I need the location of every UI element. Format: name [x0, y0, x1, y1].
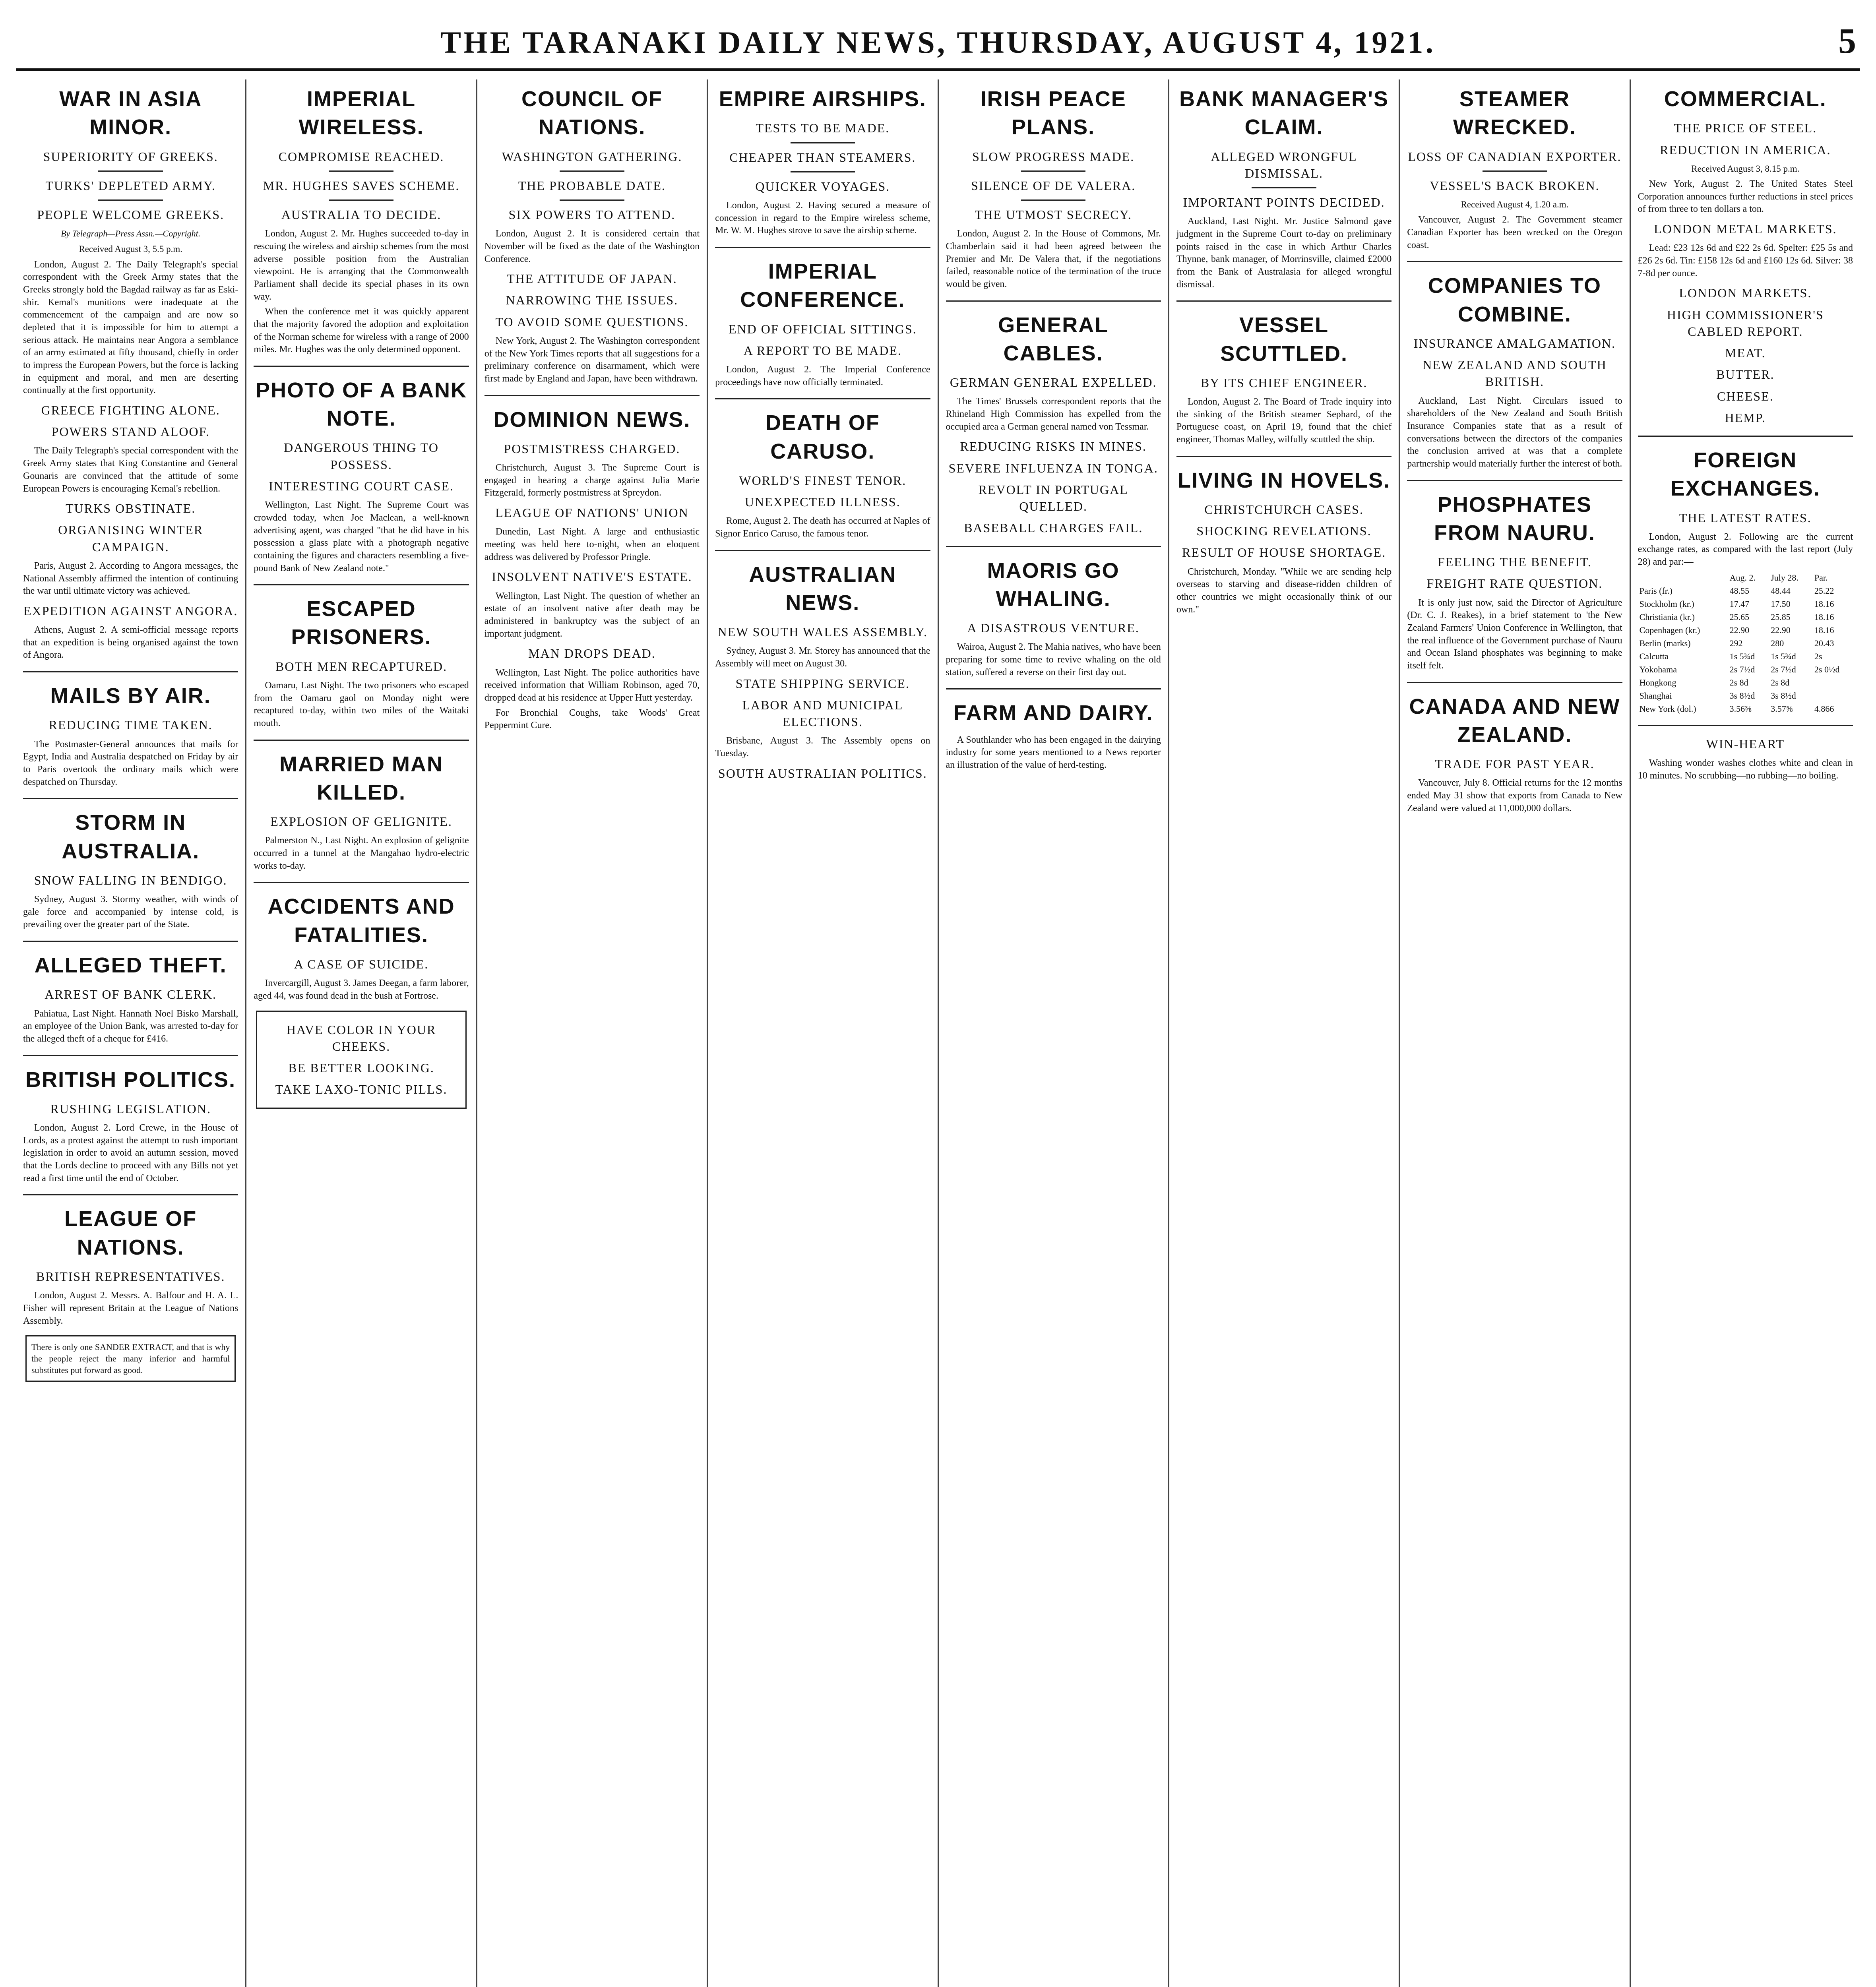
article-text: Vancouver, July 8. Official returns for the 12 months ended May 31 show that exports from Canada to New Zealand were valued at 11,000,000 dollars.: [1407, 778, 1622, 813]
article-separator: [254, 366, 469, 367]
subhead: THE PRICE OF STEEL.: [1674, 121, 1817, 136]
subhead: HIGH COMMISSIONER'S CABLED REPORT.: [1667, 307, 1824, 339]
article-separator: [715, 247, 930, 248]
subhead: INSURANCE AMALGAMATION.: [1413, 336, 1616, 351]
table-cell: 2s 7½d: [1771, 664, 1796, 674]
headline: STEAMER WRECKED.: [1453, 87, 1576, 139]
table-cell: 18.16: [1814, 612, 1834, 622]
article-text: London, August 2. Following are the current exchange rates, as compared with the last report (July 28) and par:—: [1638, 531, 1853, 567]
subhead: SNOW FALLING IN BENDIGO.: [34, 873, 227, 887]
article-text: Rome, August 2. The death has occurred at Naples of Signor Enrico Caruso, the famous tenor.: [715, 516, 930, 539]
subhead: A REPORT TO BE MADE.: [743, 343, 902, 358]
subhead: RUSHING LEGISLATION.: [50, 1101, 211, 1116]
subhead: SHOCKING REVELATIONS.: [1196, 524, 1372, 538]
subhead: EXPLOSION OF GELIGNITE.: [270, 814, 452, 829]
divider: [560, 170, 624, 172]
article-text: London, August 2. The Daily Telegraph's special correspondent with the Greek Army states that the Greeks strongly hold the Bagdad railway as far as Eski-shir. Kemal's munitions were inadequate at the commencement of the campaign and are now so depleted that it is impossible for him to attempt a serious attack. He maintains near Angora a semblance of an army estimated at fifty thousand, chiefly in order to impress the European Powers, but the force is lacking in equipment and moral, and men are deserting continually at the first opportunity.: [23, 259, 238, 396]
subhead: TESTS TO BE MADE.: [756, 121, 890, 136]
table-cell: 25.85: [1771, 612, 1791, 622]
article-text: Washing wonder washes clothes white and clean in 10 minutes. No scrubbing—no rubbing—no boiling.: [1638, 758, 1853, 781]
table-row: [1638, 663, 1853, 676]
headline: EMPIRE AIRSHIPS.: [719, 87, 926, 111]
article-text: Wellington, Last Night. The question of whether an estate of an insolvent native after death may be administered in bankruptcy was the subject of an important judgment.: [484, 591, 700, 639]
table-header-cell: Par.: [1814, 572, 1828, 583]
subhead: LOSS OF CANADIAN EXPORTER.: [1408, 149, 1622, 164]
table-row: [1638, 610, 1853, 624]
table-row: [1638, 637, 1853, 650]
table-cell: Berlin (marks): [1639, 638, 1691, 648]
table-header-row: [1638, 571, 1853, 584]
divider: [329, 199, 393, 201]
article-text: London, August 2. Messrs. A. Balfour and H. A. L. Fisher will represent Britain at the League of Nations Assembly.: [23, 1290, 238, 1326]
article-text: When the conference met it was quickly apparent that the majority favored the adoption and exploitation of the Norman scheme for wireless with a range of 2000 miles. Mr. Hughes was the only determined opponent.: [254, 306, 469, 355]
headline: IMPERIAL CONFERENCE.: [740, 259, 905, 312]
headline: FOREIGN EXCHANGES.: [1670, 448, 1820, 501]
article-separator: [485, 395, 700, 396]
headline: MAORIS GO WHALING.: [987, 558, 1120, 611]
table-cell: 18.16: [1814, 625, 1834, 635]
subhead: UNEXPECTED ILLNESS.: [744, 495, 901, 509]
table-row: [1638, 689, 1853, 702]
headline: IRISH PEACE PLANS.: [980, 87, 1126, 139]
headline: COMMERCIAL.: [1664, 87, 1827, 111]
subhead: FREIGHT RATE QUESTION.: [1426, 576, 1603, 591]
byline: By Telegraph—Press Assn.—Copyright.: [61, 229, 201, 239]
table-cell: 3s 8½d: [1771, 691, 1796, 701]
column-1: [16, 79, 246, 1987]
article-separator: [1176, 456, 1391, 457]
subhead: DANGEROUS THING TO POSSESS.: [284, 440, 439, 472]
article-text: The Times' Brussels correspondent reports that the Rhineland High Commission has expelled from the occupied area a German general named von Tessmar.: [946, 396, 1161, 432]
divider: [1483, 170, 1547, 172]
article-text: Auckland, Last Night. Circulars issued to shareholders of the New Zealand and South British Insurance Companies state that as a result of conversations between the directors of the companies the conclusion arrived at was that a complete partnership would materially further the interest of both.: [1407, 395, 1622, 469]
article-text: A Southlander who has been engaged in the dairying industry for some years mentioned to a News reporter an illustration of the value of herd-testing.: [946, 734, 1161, 770]
article-text: Lead: £23 12s 6d and £22 2s 6d. Spelter: £25 5s and £26 2s 6d. Tin: £158 12s 6d and £160 12s 6d. Silver: 38 7-8d per ounce.: [1638, 243, 1853, 279]
subhead: IMPORTANT POINTS DECIDED.: [1183, 195, 1385, 209]
table-cell: 292: [1729, 638, 1743, 648]
column-6: [1169, 79, 1400, 1987]
divider: [329, 170, 393, 172]
article-separator: [946, 546, 1161, 547]
subhead: LABOR AND MUNICIPAL ELECTIONS.: [742, 698, 903, 729]
article-text: Palmerston N., Last Night. An explosion of gelignite occurred in a tunnel at the Mangahao hydro-electric works to-day.: [254, 835, 469, 871]
article-text: The Postmaster-General announces that mails for Egypt, India and Australia despatched on Friday by air to Paris overtook the ordinary mails which were despatched on Thursday.: [23, 739, 238, 787]
article-separator: [23, 1194, 238, 1195]
table-cell: 48.44: [1771, 585, 1791, 596]
table-cell: [1813, 689, 1853, 702]
column-7: [1400, 79, 1630, 1987]
table-cell: 20.43: [1814, 638, 1834, 648]
headline: WAR IN ASIA MINOR.: [59, 87, 202, 139]
subhead: SEVERE INFLUENZA IN TONGA.: [948, 461, 1158, 475]
subhead: POSTMISTRESS CHARGED.: [504, 441, 680, 456]
subhead: THE UTMOST SECRECY.: [975, 207, 1132, 222]
subhead: MEAT.: [1725, 346, 1766, 360]
subhead: CHEESE.: [1717, 389, 1774, 403]
headline: PHOSPHATES FROM NAURU.: [1434, 492, 1595, 545]
divider: [1021, 170, 1085, 172]
subhead: TO AVOID SOME QUESTIONS.: [495, 314, 689, 329]
subhead: REVOLT IN PORTUGAL QUELLED.: [978, 482, 1128, 514]
article-text: Dunedin, Last Night. A large and enthusiastic meeting was held here to-night, when an eloquent address was delivered by Professor Pringle.: [484, 527, 700, 562]
table-cell: Calcutta: [1639, 651, 1669, 661]
subhead: BOTH MEN RECAPTURED.: [275, 659, 448, 674]
article-separator: [254, 740, 469, 741]
subhead: PEOPLE WELCOME GREEKS.: [37, 207, 225, 222]
article-separator: [946, 688, 1161, 689]
subhead: TURKS OBSTINATE.: [66, 501, 196, 516]
subhead: GERMAN GENERAL EXPELLED.: [950, 375, 1157, 390]
article-text: Christchurch, Monday. "While we are sending help overseas to starving and disease-ridden children of other countries we might occasionally think of our own.": [1176, 566, 1392, 615]
subhead: INTERESTING COURT CASE.: [269, 478, 454, 493]
headline: ESCAPED PRISONERS.: [291, 597, 432, 649]
table-cell: 22.90: [1729, 625, 1750, 635]
subhead: THE PROBABLE DATE.: [518, 178, 666, 193]
table-cell: 1s 5¾d: [1771, 651, 1796, 661]
table-cell: 3.57⅝: [1771, 704, 1793, 714]
article-text: Brisbane, August 3. The Assembly opens on Tuesday.: [715, 736, 930, 759]
article-text: Paris, August 2. According to Angora messages, the National Assembly affirmed the intention of continuing the war until ultimate victory was achieved.: [23, 560, 238, 596]
article-separator: [23, 671, 238, 672]
article-text: Wellington, Last Night. The Supreme Court was crowded today, when Joe Maclean, a well-known advertising agent, was charged "that he did have in his possession a glass plate with a photograph negative containing the figures and characters resembling a five-pound Bank of New Zealand note.": [254, 500, 469, 573]
table-header-cell: Aug. 2.: [1729, 572, 1756, 583]
subhead: BASEBALL CHARGES FAIL.: [964, 521, 1143, 535]
ad-heading: TAKE LAXO-TONIC PILLS.: [275, 1082, 448, 1097]
table-cell: 3s 8½d: [1729, 691, 1755, 701]
subhead: LONDON METAL MARKETS.: [1654, 222, 1837, 236]
divider: [791, 142, 855, 143]
headline: CANADA AND NEW ZEALAND.: [1409, 694, 1620, 747]
headline: IMPERIAL WIRELESS.: [298, 87, 424, 139]
table-cell: 2s 8d: [1729, 678, 1748, 688]
headline: DEATH OF CARUSO.: [765, 411, 880, 463]
subhead: CHEAPER THAN STEAMERS.: [729, 150, 916, 165]
subhead: HEMP.: [1725, 410, 1766, 425]
article-text: London, August 2. Having secured a measure of concession in regard to the Empire wireless scheme, Mr. W. M. Hughes strove to save the airship scheme.: [715, 200, 930, 236]
advertisement-text: For Bronchial Coughs, take Woods' Great Peppermint Cure.: [484, 707, 700, 731]
subhead: RESULT OF HOUSE SHORTAGE.: [1182, 545, 1386, 560]
table-cell: 25.22: [1814, 585, 1834, 596]
subhead: WORLD'S FINEST TENOR.: [739, 473, 907, 488]
exchange-rates-table: [1638, 571, 1853, 715]
subhead: CHRISTCHURCH CASES.: [1204, 502, 1364, 517]
article-text: London, August 2. It is considered certain that November will be fixed as the date of the Washington Conference.: [484, 229, 700, 264]
subhead: GREECE FIGHTING ALONE.: [41, 403, 220, 418]
subhead: STATE SHIPPING SERVICE.: [735, 676, 910, 691]
subhead: TRADE FOR PAST YEAR.: [1435, 757, 1595, 771]
headline: ACCIDENTS AND FATALITIES.: [267, 895, 455, 947]
subhead: NEW ZEALAND AND SOUTH BRITISH.: [1423, 358, 1607, 389]
subhead: BRITISH REPRESENTATIVES.: [36, 1269, 225, 1284]
article-separator: [715, 398, 930, 399]
article-text: Pahiatua, Last Night. Hannath Noel Bisko Marshall, an employee of the Union Bank, was arrested to-day for the alleged theft of a cheque for £416.: [23, 1008, 238, 1044]
masthead: [16, 9, 1860, 71]
table-cell: 3.56⅜: [1729, 704, 1752, 714]
subhead: END OF OFFICIAL SITTINGS.: [728, 321, 917, 336]
subhead: ORGANISING WINTER CAMPAIGN.: [58, 523, 203, 554]
article-text: The Daily Telegraph's special correspondent with the Greek Army states that King Constantine and General Gounaris are convinced that the attitude of some European Powers is encouraging Kemal's rebellion.: [23, 445, 238, 494]
headline: BANK MANAGER'S CLAIM.: [1179, 87, 1389, 139]
subhead: SLOW PROGRESS MADE.: [972, 149, 1135, 164]
article-separator: [1638, 436, 1853, 437]
article-separator: [254, 882, 469, 883]
table-cell: Yokohama: [1639, 664, 1677, 674]
table-cell: 22.90: [1771, 625, 1791, 635]
subhead: NEW SOUTH WALES ASSEMBLY.: [717, 625, 928, 639]
article-text: New York, August 2. The United States Steel Corporation announces further reductions in steel prices of from three to ten dollars a ton.: [1638, 179, 1853, 215]
subhead: THE ATTITUDE OF JAPAN.: [507, 271, 677, 286]
subhead: REDUCTION IN AMERICA.: [1660, 142, 1831, 157]
subhead: BUTTER.: [1716, 367, 1775, 382]
received-line: Received August 4, 1.20 a.m.: [1461, 199, 1569, 209]
article-separator: [1176, 300, 1391, 302]
table-cell: Copenhagen (kr.): [1639, 625, 1700, 635]
headline: GENERAL CABLES.: [998, 313, 1109, 365]
subhead: MAN DROPS DEAD.: [528, 646, 656, 661]
headline: LEAGUE OF NATIONS.: [64, 1207, 197, 1259]
table-cell: 2s 0½d: [1814, 664, 1840, 674]
headline: ALLEGED THEFT.: [34, 953, 227, 978]
subhead: QUICKER VOYAGES.: [755, 179, 890, 194]
article-separator: [715, 550, 930, 551]
article-text: It is only just now, said the Director of Agriculture (Dr. C. J. Reakes), in a brief statement to 'the New Zealand Farmers' Union Conference in Wellington, that the real influence of the Government purchase of Nauru and Ocean Island phosphates was beginning to make itself felt.: [1407, 597, 1622, 671]
headline: LIVING IN HOVELS.: [1178, 468, 1391, 492]
headline: MARRIED MAN KILLED.: [279, 752, 444, 804]
table-cell: New York (dol.): [1639, 704, 1696, 714]
article-separator: [254, 584, 469, 585]
subhead: INSOLVENT NATIVE'S ESTATE.: [492, 569, 692, 584]
headline: STORM IN AUSTRALIA.: [62, 811, 200, 863]
subhead: LEAGUE OF NATIONS' UNION: [495, 505, 689, 520]
article-separator: [1407, 480, 1622, 481]
subhead: SUPERIORITY OF GREEKS.: [43, 149, 218, 164]
article-text: New York, August 2. The Washington correspondent of the New York Times reports that all suggestions for a preliminary conference on disarmament, which were first made by England and Japan, have been withdrawn.: [484, 335, 700, 384]
column-3: [477, 79, 708, 1987]
article-text: Auckland, Last Night. Mr. Justice Salmond gave judgment in the Supreme Court to-day on preliminary points raised in the case in which Arthur Charles Thynne, bank manager, of Morrinsville, claimed £2000 from the Bank of Australasia for alleged wrongful dismissal.: [1176, 216, 1392, 290]
subhead: SOUTH AUSTRALIAN POLITICS.: [718, 766, 927, 780]
article-text: Wellington, Last Night. The police authorities have received information that William Robinson, aged 70, dropped dead at his residence at Upper Hutt yesterday.: [484, 667, 700, 703]
article-text: Invercargill, August 3. James Deegan, a farm laborer, aged 44, was found dead in the bush at Fortrose.: [254, 978, 469, 1001]
subhead: VESSEL'S BACK BROKEN.: [1430, 178, 1600, 193]
table-cell: Hongkong: [1639, 678, 1676, 688]
article-text: Vancouver, August 2. The Government steamer Canadian Exporter has been wrecked on the Oregon coast.: [1407, 215, 1622, 250]
table-row: [1638, 676, 1853, 689]
advertisement: There is only one SANDER EXTRACT, and that is why the people reject the many inferior and harmful substitutes put forward as good.: [25, 1335, 236, 1382]
headline: MAILS BY AIR.: [50, 684, 211, 708]
headline: DOMINION NEWS.: [493, 407, 691, 432]
subhead: BY ITS CHIEF ENGINEER.: [1200, 375, 1368, 390]
article-text: Sydney, August 3. Stormy weather, with winds of gale force and accompanied by intense cold, is prevailing over the greater part of the State.: [23, 894, 238, 930]
divider: [560, 199, 624, 201]
subhead: ALLEGED WRONGFUL DISMISSAL.: [1211, 149, 1357, 180]
table-row: [1638, 584, 1853, 597]
table-cell: 17.50: [1771, 598, 1791, 609]
table-row: [1638, 702, 1853, 715]
subhead: COMPROMISE REACHED.: [278, 149, 444, 164]
table-cell: 48.55: [1729, 585, 1750, 596]
subhead: REDUCING RISKS IN MINES.: [960, 439, 1147, 454]
table-cell: 280: [1771, 638, 1784, 648]
subhead: A CASE OF SUICIDE.: [294, 957, 429, 971]
subhead: EXPEDITION AGAINST ANGORA.: [23, 603, 238, 618]
headline: AUSTRALIAN NEWS.: [749, 562, 897, 615]
ad-heading: HAVE COLOR IN YOUR CHEEKS.: [286, 1022, 436, 1054]
table-cell: 2s: [1814, 651, 1822, 661]
article-separator: [23, 941, 238, 942]
table-cell: 2s 7½d: [1729, 664, 1755, 674]
article-separator: [23, 798, 238, 799]
subhead: WIN-HEART: [1706, 737, 1785, 751]
table-row: [1638, 597, 1853, 610]
article-text: Sydney, August 3. Mr. Storey has announced that the Assembly will meet on August 30.: [715, 646, 930, 669]
headline: PHOTO OF A BANK NOTE.: [256, 378, 467, 431]
subhead: MR. HUGHES SAVES SCHEME.: [263, 178, 460, 193]
column-5: [939, 79, 1169, 1987]
article-text: London, August 2. The Imperial Conference proceedings have now officially terminated.: [715, 364, 930, 387]
table-cell: Shanghai: [1639, 691, 1672, 701]
headline: FARM AND DAIRY.: [953, 701, 1153, 725]
table-header-cell: July 28.: [1771, 572, 1798, 583]
subhead: FEELING THE BENEFIT.: [1437, 555, 1592, 569]
table-cell: 18.16: [1814, 598, 1834, 609]
exchange-rates-body: [1638, 584, 1853, 715]
article-text: Athens, August 2. A semi-official message reports that an expedition is being organised against the town of Angora.: [23, 625, 238, 660]
subhead: SIX POWERS TO ATTEND.: [508, 207, 676, 222]
article-text: London, August 2. Mr. Hughes succeeded to-day in rescuing the wireless and airship schemes from the most adverse possible position from the Australian viewpoint. He is arranging that the Commonwealth Parliament shall decide its special phases in its own way.: [254, 229, 469, 302]
column-4: [708, 79, 938, 1987]
headline: VESSEL SCUTTLED.: [1220, 313, 1348, 366]
article-separator: [1407, 682, 1622, 683]
article-text: London, August 2. Lord Crewe, in the House of Lords, as a protest against the attempt to rush important legislation in order to avoid an autumn session, moved that the Lords decline to proceed with any Bills not yet read a first time until the end of October.: [23, 1123, 238, 1183]
subhead: ARREST OF BANK CLERK.: [45, 987, 217, 1002]
subhead: TURKS' DEPLETED ARMY.: [45, 178, 216, 193]
headline: BRITISH POLITICS.: [25, 1067, 236, 1092]
subhead: WASHINGTON GATHERING.: [502, 149, 682, 164]
column-8: [1631, 79, 1860, 1987]
table-cell: 17.47: [1729, 598, 1750, 609]
article-text: London, August 2. In the House of Commons, Mr. Chamberlain said it had been agreed between the Premier and Mr. De Valera that, if the negotiations failed, reasonable notice of the termination of the truce would be given.: [946, 229, 1161, 289]
page-columns: [16, 79, 1860, 1987]
subhead: SILENCE OF DE VALERA.: [971, 178, 1136, 193]
article-separator: [1407, 261, 1622, 262]
subhead: A DISASTROUS VENTURE.: [967, 621, 1140, 635]
subhead: POWERS STAND ALOOF.: [51, 424, 210, 439]
column-2: [246, 79, 477, 1987]
table-cell: 4.866: [1814, 704, 1834, 714]
article-separator: [946, 300, 1161, 302]
table-cell: 25.65: [1729, 612, 1750, 622]
divider: [98, 199, 163, 201]
advertisement: [256, 1011, 466, 1109]
table-cell: [1813, 676, 1853, 689]
article-text: Oamaru, Last Night. The two prisoners who escaped from the Oamaru gaol on Monday night were recaptured to-day, within two miles of the Waitaki mouth.: [254, 680, 469, 728]
table-cell: 1s 5¾d: [1729, 651, 1755, 661]
table-cell: Paris (fr.): [1639, 585, 1673, 596]
subhead: THE LATEST RATES.: [1679, 510, 1812, 525]
article-separator: [1638, 725, 1853, 726]
divider: [791, 171, 855, 172]
newspaper-title: THE TARANAKI DAILY NEWS, THURSDAY, AUGUST 4, 1921.: [440, 25, 1436, 60]
article-text: Christchurch, August 3. The Supreme Court is engaged in hearing a charge against Julia Marie Fitzgerald, formerly postmistress at Spreydon.: [484, 463, 700, 498]
subhead: LONDON MARKETS.: [1679, 286, 1812, 300]
subhead: NARROWING THE ISSUES.: [506, 293, 678, 308]
page-number: 5: [1838, 21, 1856, 61]
table-row: [1638, 624, 1853, 637]
table-row: [1638, 650, 1853, 663]
received-line: Received August 3, 5.5 p.m.: [79, 244, 182, 254]
headline: COMPANIES TO COMBINE.: [1428, 274, 1601, 326]
article-separator: [23, 1055, 238, 1056]
subhead: AUSTRALIA TO DECIDE.: [281, 207, 442, 222]
table-header-cell: [1638, 571, 1728, 584]
headline: COUNCIL OF NATIONS.: [521, 87, 663, 139]
received-line: Received August 3, 8.15 p.m.: [1691, 163, 1800, 174]
table-cell: Stockholm (kr.): [1639, 598, 1694, 609]
article-text: Wairoa, August 2. The Mahia natives, who have been preparing for some time to revive whaling on the old station, suffered a reverse on their first day out.: [946, 642, 1161, 678]
article-text: London, August 2. The Board of Trade inquiry into the sinking of the British steamer Sephard, of the Portuguese coast, on April 19, found that the chief engineer, Thomas Malley, wilfully scuttled the ship.: [1176, 397, 1392, 445]
subhead: REDUCING TIME TAKEN.: [48, 718, 213, 732]
table-cell: Christiania (kr.): [1639, 612, 1695, 622]
divider: [1252, 187, 1316, 188]
table-cell: 2s 8d: [1771, 678, 1790, 688]
ad-heading: BE BETTER LOOKING.: [288, 1061, 434, 1075]
divider: [1021, 199, 1085, 201]
divider: [98, 170, 163, 172]
